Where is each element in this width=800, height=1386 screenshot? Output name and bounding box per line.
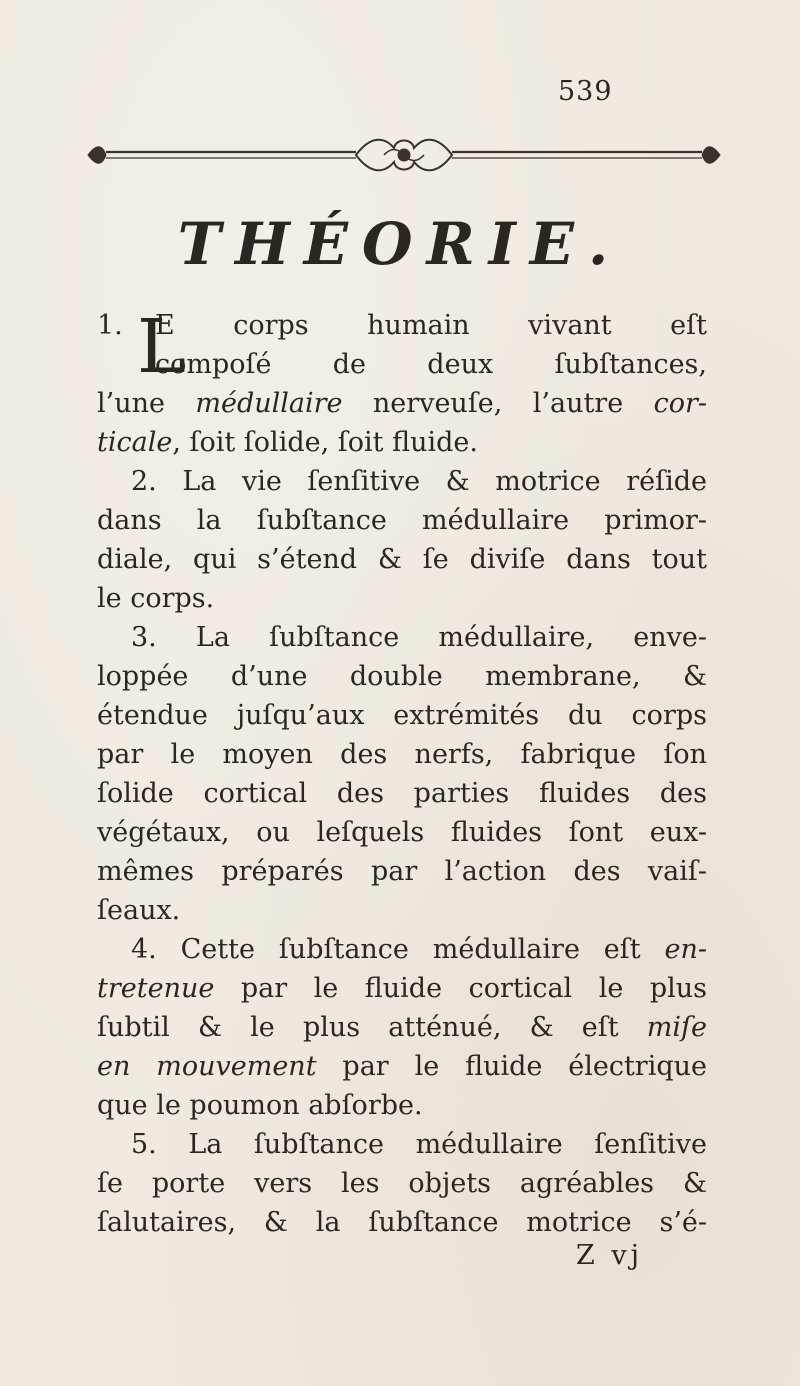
- text-line: ſolide cortical des parties fluides des: [97, 778, 707, 809]
- paragraph-2: [97, 462, 707, 618]
- text-line: en mouvement par le fluide électrique: [97, 1051, 707, 1082]
- text-line: que le poumon abſorbe.: [97, 1090, 423, 1121]
- text-line: tretenue par le fluide cortical le plus: [97, 973, 707, 1004]
- paragraph-4: [97, 930, 707, 1125]
- catchword-signature: Z vj: [576, 1240, 643, 1271]
- text-line: ſe porte vers les objets agréables &: [97, 1168, 707, 1199]
- text-line: dans la ſubſtance médullaire primor-: [97, 505, 707, 536]
- text-line: par le moyen des nerfs, fabrique ſon: [97, 739, 707, 770]
- text-line: ſeaux.: [97, 895, 181, 926]
- text-line: ſubtil & le plus atténué, & eſt miſe: [97, 1012, 707, 1043]
- paragraph-3: [97, 618, 707, 930]
- text-line: diale, qui s’étend & ſe diviſe dans tout: [97, 544, 707, 575]
- text-line: étendue juſqu’aux extrémités du corps: [97, 700, 707, 731]
- text-line: 5. La ſubſtance médullaire ſenſitive: [131, 1129, 707, 1160]
- drop-cap: L: [137, 304, 187, 390]
- text-line: compoſé de deux ſubſtances,: [155, 349, 707, 380]
- text-line: l’une médullaire nerveuſe, l’autre cor-: [97, 388, 708, 419]
- text-line: le corps.: [97, 583, 215, 614]
- text-line: 4. Cette ſubſtance médullaire eſt en-: [131, 934, 707, 965]
- page-number: 539: [558, 76, 613, 107]
- paragraph-number: 1.: [97, 310, 123, 341]
- text-line: ticale, ſoit ſolide, ſoit fluide.: [97, 427, 478, 458]
- text-line: ſalutaires, & la ſubſtance motrice s’é-: [97, 1207, 707, 1238]
- text-line: loppée d’une double membrane, &: [97, 661, 707, 692]
- text-line: 1. L E corps humain vivant eſt: [97, 304, 707, 390]
- text-line: végétaux, ou leſquels fluides ſont eux-: [97, 817, 707, 848]
- text-line: 2. La vie ſenſitive & motrice réſide: [131, 466, 707, 497]
- text-line: 3. La ſubſtance médullaire, enve-: [131, 622, 707, 653]
- fleuron-ornament-icon: [84, 130, 724, 178]
- paragraph-5: [97, 1125, 707, 1242]
- body-text: [97, 306, 707, 1242]
- text-line: mêmes préparés par l’action des vaiſ-: [97, 856, 707, 887]
- chapter-title: THÉORIE.: [177, 210, 623, 278]
- paragraph-1: [97, 306, 707, 462]
